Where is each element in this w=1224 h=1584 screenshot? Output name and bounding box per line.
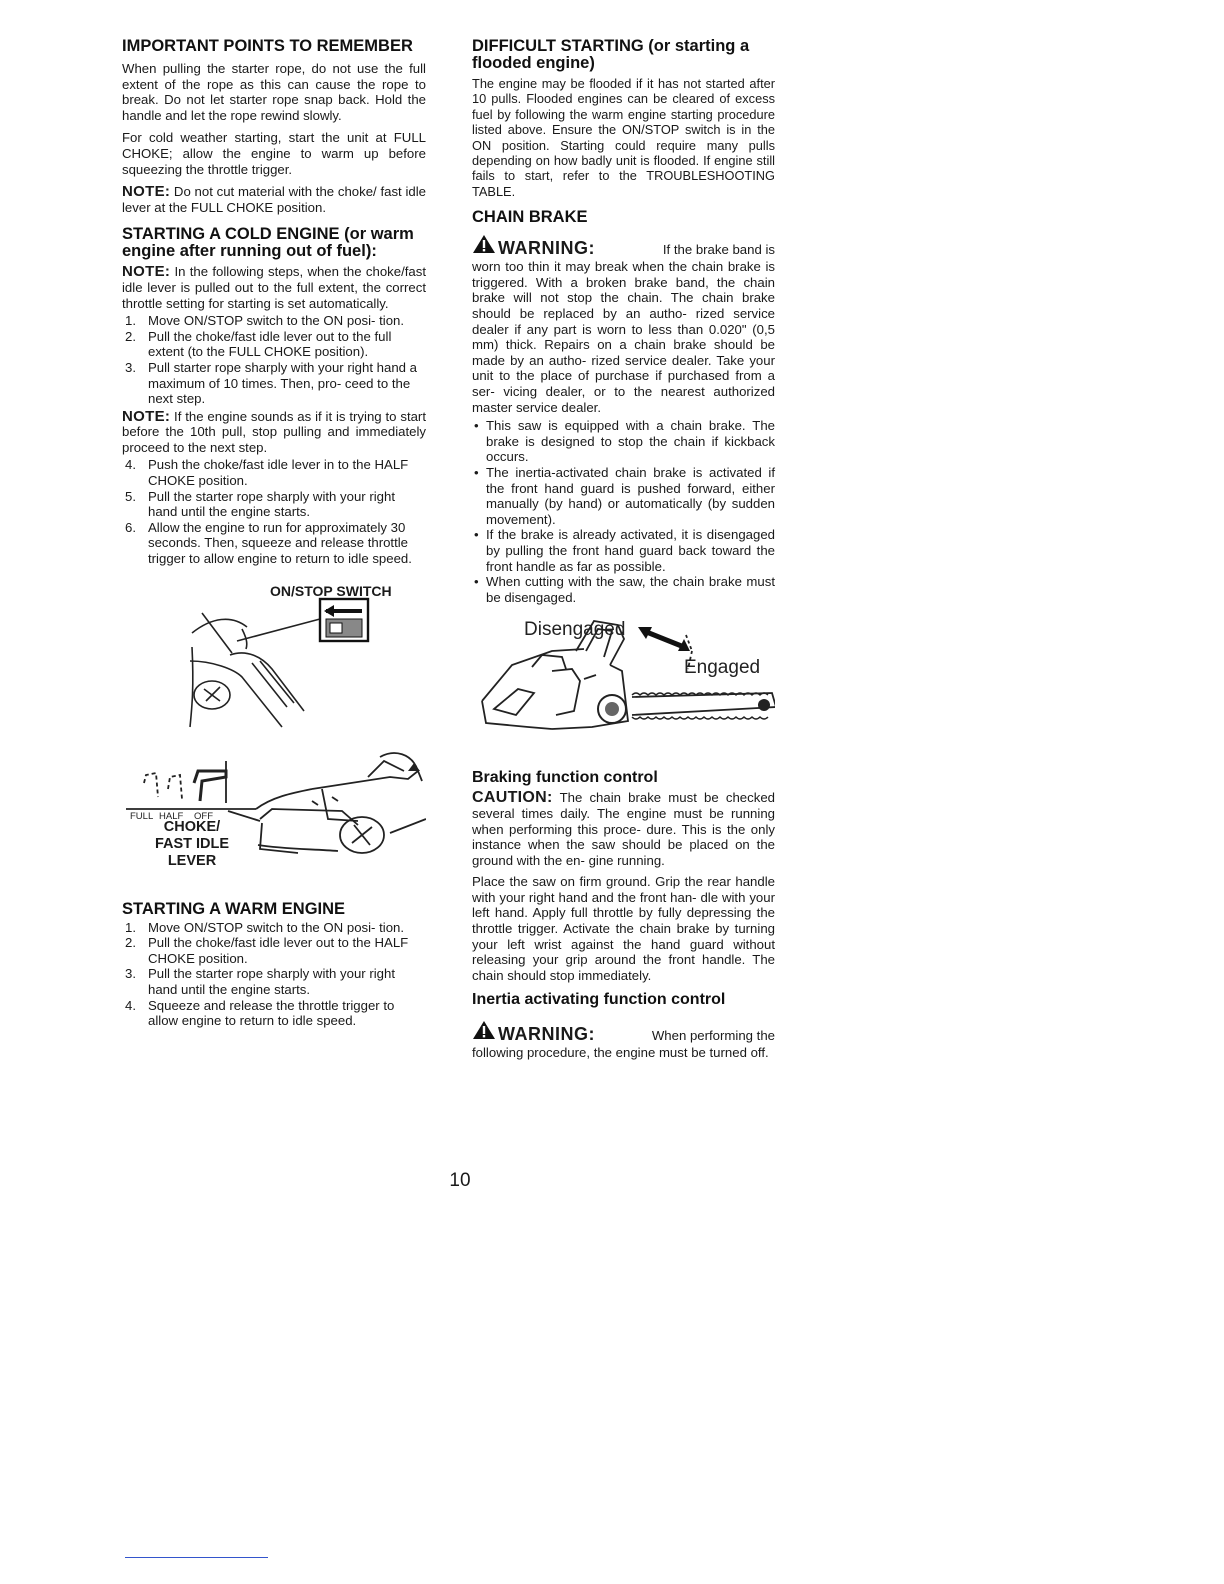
list-item: • The inertia-activated chain brake is activated if the front hand guard is pushed forward, either manually (by hand) or automatically (by sudden movement).	[472, 465, 775, 527]
braking-caution	[472, 790, 775, 868]
list-item: 1. Move ON/STOP switch to the ON posi- tion.	[125, 313, 405, 329]
footer-rule	[125, 1557, 268, 1558]
chain-brake-bullets	[472, 418, 775, 605]
important-p1: When pulling the starter rope, do not use the full extent of the rope as this can cause the rope to break. Do not let starter rope snap back. Hold the handle and let the rope rewind slowly.	[122, 61, 426, 123]
chainsaw-illustration	[472, 611, 775, 753]
list-item: 3. Pull starter rope sharply with your right hand a maximum of 10 times. Then, pro- ceed to the next step.	[125, 359, 418, 407]
cold-note1	[122, 264, 426, 311]
inertia-warning-text: following procedure, the engine must be turned off.	[472, 1045, 769, 1061]
braking-procedure: Place the saw on firm ground. Grip the rear handle with your right hand and the front han- dle with your left hand. Apply full throttle by fully depressing the throttle trigger. Activate the chain brake by turning your left wrist against the hand guard without releasing your grip around the front handle. The chain should stop immediately.	[472, 874, 775, 983]
list-item: • When cutting with the saw, the chain brake must be disengaged.	[472, 574, 775, 605]
warm-engine-heading: STARTING A WARM ENGINE	[122, 899, 346, 918]
list-item: 5. Pull the starter rope sharply with your right hand until the engine starts.	[125, 488, 396, 520]
list-item: 2. Pull the choke/fast idle lever out to the HALF CHOKE position.	[125, 935, 409, 966]
choke-lever-label	[144, 819, 240, 870]
choke-pos-off: OFF	[194, 810, 213, 822]
warning-first-line: If the brake band is	[662, 242, 775, 258]
right-column	[472, 38, 775, 1061]
list-item: • If the brake is already activated, it is disengaged by pulling the front hand guard back toward the front handle as far as possible.	[472, 527, 775, 574]
disengaged-label: Disengaged	[524, 619, 626, 641]
engaged-label: Engaged	[684, 657, 761, 679]
warning-label: WARNING:	[498, 238, 595, 259]
note-label: NOTE:	[122, 407, 171, 425]
choke-lever-figure	[122, 749, 426, 889]
warning-label: WARNING:	[498, 1024, 595, 1045]
note-text: Do not cut material with the choke/ fast idle lever at the FULL CHOKE position.	[122, 184, 426, 215]
chain-brake-warning	[472, 234, 775, 259]
list-item: 1. Move ON/STOP switch to the ON posi- tion.	[125, 919, 405, 935]
warning-icon	[472, 1020, 496, 1040]
list-item: 4. Squeeze and release the throttle trigger to allow engine to return to idle speed.	[125, 997, 395, 1029]
cold-steps-a	[122, 313, 426, 407]
braking-function-heading: Braking function control	[472, 769, 658, 787]
chain-brake-heading: CHAIN BRAKE	[472, 208, 588, 227]
cold-note2	[122, 409, 426, 456]
choke-label-line: FAST IDLE	[154, 835, 230, 852]
inertia-function-heading: Inertia activating function control	[472, 991, 726, 1009]
warm-steps	[122, 920, 426, 1029]
inertia-warning	[472, 1020, 775, 1045]
list-item: 4. Push the choke/fast idle lever in to the HALF CHOKE position.	[125, 457, 409, 489]
caution-text: The chain brake must be checked several times daily. The engine must be running when performing this proce- dure. This is the only instance when the saw should be placed on the ground with the en- gine running.	[472, 790, 775, 868]
note-label: NOTE:	[122, 183, 171, 201]
choke-pos-full: FULL	[130, 810, 154, 822]
note-label: NOTE:	[122, 263, 171, 281]
choke-pos-half: HALF	[159, 810, 184, 822]
chain-brake-figure	[472, 611, 775, 753]
choke-label-line: LEVER	[167, 852, 217, 869]
list-item: 3. Pull the starter rope sharply with your right hand until the engine starts.	[125, 966, 396, 997]
important-p2: For cold weather starting, start the unit at FULL CHOKE; allow the engine to warm up before squeezing the throttle trigger.	[122, 130, 426, 177]
difficult-starting-text: The engine may be flooded if it has not started after 10 pulls. Flooded engines can be cleared of excess fuel by following the warm engine starting procedure listed above. Ensure the ON/STOP switch is in the ON position. Starting could require many pulls depending on how badly unit is flooded. If engine still fails to start, refer to the TROUBLESHOOTING TABLE.	[472, 76, 775, 199]
cold-steps-b	[122, 457, 426, 566]
warning-first-line: When performing the	[651, 1028, 775, 1044]
list-item: • This saw is equipped with a chain brake. The brake is designed to stop the chain if kickback occurs.	[472, 418, 775, 465]
important-note	[122, 184, 426, 215]
choke-label-line: CHOKE/	[163, 818, 221, 835]
caution-label: CAUTION:	[472, 789, 553, 807]
left-column	[122, 38, 426, 1029]
onstop-switch-illustration	[122, 577, 422, 745]
chain-brake-warning-text: worn too thin it may break when the chain brake is triggered. With a broken brake band, the chain brake will not stop the chain. The chain brake should be replaced by an autho- rized service dealer if any part is worn to less than 0.020" (0,5 mm) thick. Repairs on a chain brake should be made by an autho- rized service dealer. Take your unit to the place of purchase if purchased from a ser- vicing dealer, or to the nearest authorized master service dealer.	[472, 259, 775, 415]
important-heading: IMPORTANT POINTS TO REMEMBER	[122, 37, 413, 55]
list-item: 2. Pull the choke/fast idle lever out to the full extent (to the FULL CHOKE position).	[125, 328, 392, 360]
list-item: 6. Allow the engine to run for approximately 30 seconds. Then, squeeze and release throttle trigger to allow engine to return to idle speed.	[125, 519, 412, 567]
warning-icon	[472, 234, 496, 254]
onstop-switch-figure	[122, 577, 426, 745]
onstop-switch-label: ON/STOP SWITCH	[270, 582, 392, 599]
note-text: If the engine sounds as if it is trying to start before the 10th pull, stop pulling and immediately proceed to the next step.	[122, 408, 426, 455]
difficult-starting-heading: DIFFICULT STARTING (or starting a flooded engine)	[472, 37, 750, 72]
cold-engine-heading: STARTING A COLD ENGINE (or warm engine after running out of fuel):	[122, 225, 414, 261]
page-number: 10	[449, 1170, 471, 1191]
note-text: In the following steps, when the choke/fast idle lever is pulled out to the full extent, the correct throttle setting for starting is set automatically.	[122, 264, 426, 311]
